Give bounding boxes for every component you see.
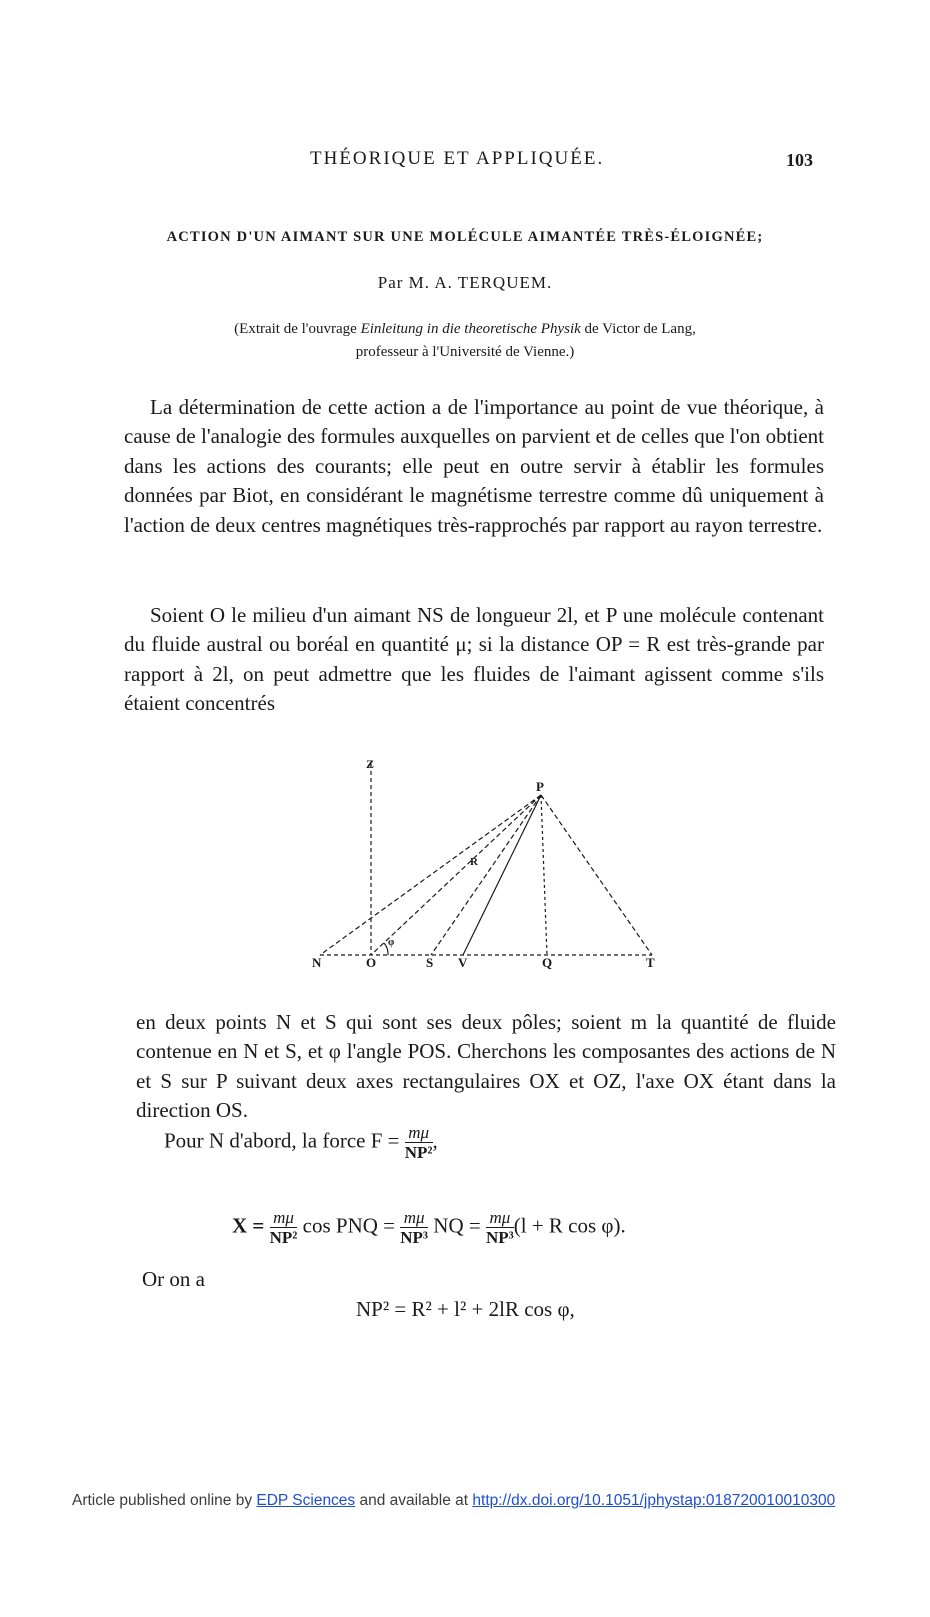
source-note-line2: professeur à l'Université de Vienne.) — [355, 344, 575, 360]
fraction-force — [405, 1123, 433, 1162]
equation-x-component — [232, 1208, 626, 1247]
fig-label-phi: φ — [388, 937, 395, 948]
running-header: THÉORIQUE ET APPLIQUÉE. — [310, 148, 605, 169]
line-pq — [541, 795, 547, 955]
eq2-tail: (l + R cos φ). — [513, 1213, 626, 1238]
publication-footer — [72, 1492, 835, 1510]
fig-label-p: P — [536, 779, 544, 794]
line-pv — [463, 795, 541, 955]
line-po — [371, 795, 541, 955]
page-number: 103 — [786, 150, 813, 170]
fig-label-o: O — [366, 955, 377, 970]
or-on-a-text: Or on a — [142, 1267, 205, 1291]
paragraph-2: Soient O le milieu d'un aimant NS de longueur 2l, et P une molécule contenant du fluide austral ou boréal en quantité μ; si la distance OP = R est très-grande par rapport à 2l, on peut admettre que les fluides de l'aimant agissent comme s'ils étaient concentrés — [124, 603, 824, 716]
eq2-lhs: X = — [232, 1213, 270, 1238]
fig-label-q: Q — [542, 955, 553, 970]
line-pn — [320, 795, 541, 955]
fig-label-s: S — [426, 955, 434, 970]
eq2-mid1: cos PNQ = — [297, 1213, 401, 1238]
eq1-prefix: Pour N d'abord, la force F = — [164, 1128, 405, 1153]
article-author: Par M. A. TERQUEM. — [377, 273, 553, 292]
fraction-1-denominator: NP² — [269, 1228, 298, 1247]
publisher-link[interactable]: EDP Sciences — [256, 1492, 356, 1509]
eq2-mid2: NQ = — [428, 1213, 486, 1238]
line-ps — [431, 795, 541, 955]
fig-label-v: V — [458, 955, 468, 970]
source-note-mid: de Victor de Lang, — [580, 321, 696, 337]
fraction-1-numerator: mμ — [270, 1208, 298, 1228]
source-note-prefix: (Extrait de l'ouvrage — [234, 321, 361, 337]
fraction-2 — [400, 1208, 428, 1247]
fig-label-z: Z — [366, 757, 375, 771]
footer-prefix: Article published online by — [72, 1492, 257, 1509]
fraction-denominator: NP² — [404, 1143, 433, 1162]
article-title: ACTION D'UN AIMANT SUR UNE MOLÉCULE AIMANTÉE TRÈS-ÉLOIGNÉE; — [166, 229, 764, 245]
paragraph-1: La détermination de cette action a de l'importance au point de vue théorique, à cause de l'analogie des formules auxquelles on parvient et de celles que l'on obtient dans les actions des courants; elle peut en outre servir à établir les formules données par Biot, en considérant le magnétisme terrestre comme dû uniquement à l'action de deux centres magnétiques très-rapprochés par rapport au rayon terrestre. — [124, 395, 824, 537]
doi-link[interactable]: http://dx.doi.org/10.1051/jphystap:018720010010300 — [472, 1492, 836, 1509]
fig-label-n: N — [312, 955, 322, 970]
fraction-2-denominator: NP³ — [400, 1228, 429, 1247]
fraction-1 — [270, 1208, 298, 1247]
footer-middle: and available at — [355, 1492, 473, 1509]
eq1-suffix: , — [432, 1128, 438, 1153]
fraction-2-numerator: mμ — [400, 1208, 428, 1228]
fraction-3-numerator: mμ — [486, 1208, 514, 1228]
fraction-3-denominator: NP³ — [485, 1228, 514, 1247]
fig-label-t: T — [646, 955, 655, 970]
fraction-3 — [486, 1208, 514, 1247]
line-pt — [541, 795, 652, 955]
equation-force — [164, 1123, 438, 1162]
paragraph-3: en deux points N et S qui sont ses deux pôles; soient m la quantité de fluide contenue en N et S, et φ l'angle POS. Cherchons les composantes des actions de N et S sur P suivant deux axes rectangulaires OX et OZ, l'axe OX étant dans la direction OS. — [136, 1010, 836, 1123]
source-note — [0, 318, 930, 364]
fraction-numerator: mμ — [405, 1123, 433, 1143]
equation-np-squared: NP² = R² + l² + 2lR cos φ, — [356, 1297, 575, 1321]
fig-label-r: R — [470, 856, 478, 868]
source-book-title: Einleitung in die theoretische Physik — [360, 321, 581, 337]
geometry-figure — [300, 750, 680, 975]
